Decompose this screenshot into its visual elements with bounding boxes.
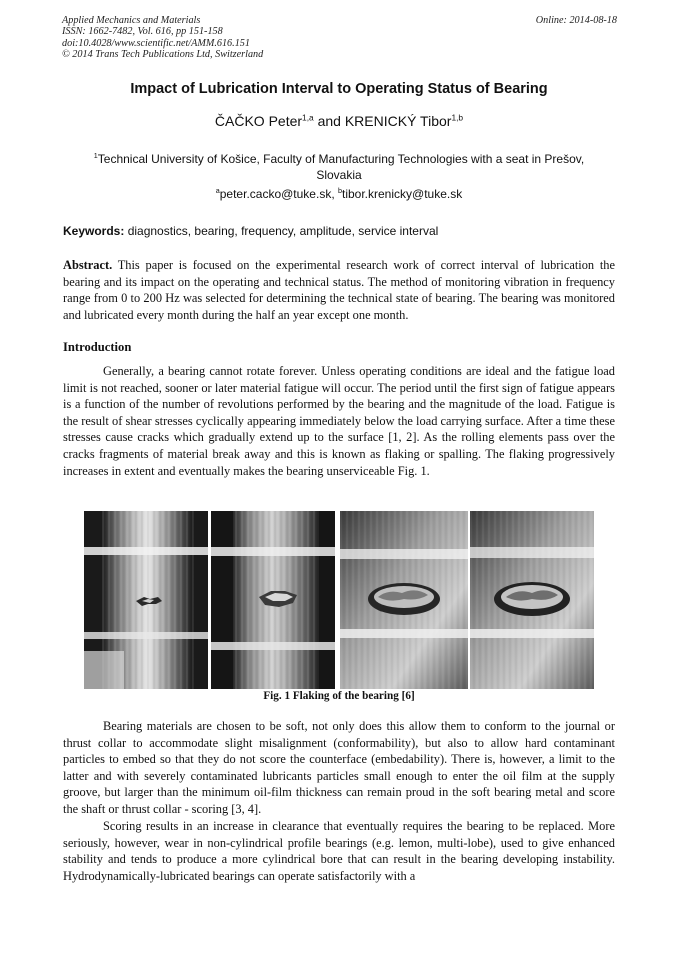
figure-panel-4 — [470, 511, 594, 689]
email-a[interactable]: peter.cacko@tuke.sk, — [219, 187, 338, 201]
keywords — [63, 224, 615, 238]
figure-panel-1 — [84, 511, 208, 689]
figure-1 — [84, 511, 594, 689]
figure-panel-2 — [211, 511, 335, 689]
issn-line: ISSN: 1662-7482, Vol. 616, pp 151-158 — [62, 26, 223, 38]
journal-header — [62, 15, 617, 60]
paragraph-2: Bearing materials are chosen to be soft, not only does this allow them to conform to the journal or thrust collar to accommodate slight misalignment (conformability), but also to allow hard contaminant particles to embed so that they do not score the counterface (embedability). There is, however, a limit to the latter and with severely contaminated lubricants particles small enough to enter the oil film at the supply groove, but larger than the minimum oil-film thickness can remain proud in the soft bearing metal and score the shaft or thrust collar - scoring [3, 4]. — [63, 719, 615, 816]
author-1: ČAČKO Peter — [214, 113, 303, 129]
copyright-line: © 2014 Trans Tech Publications Ltd, Switzerland — [62, 48, 264, 60]
abstract-text: This paper is focused on the experimental research work of correct interval of lubrication the bearing and its impact on the operating and technical status. The method of monitoring vibration in frequency range from 0 to 200 Hz was selected for determining the technical state of bearing. The bearing was monitored and lubricated every month during the half an year except one month. — [63, 258, 615, 322]
affiliation-mark: 1 — [93, 151, 98, 160]
email-a-mark: a — [215, 186, 220, 195]
keywords-text: diagnostics, bearing, frequency, amplitude, service interval — [124, 224, 439, 238]
journal-name: Applied Mechanics and Materials — [62, 15, 201, 26]
author-line — [0, 113, 678, 129]
figure-1-caption: Fig. 1 Flaking of the bearing [6] — [263, 690, 415, 702]
keywords-label: Keywords: — [63, 224, 125, 238]
section-heading-introduction: Introduction — [63, 340, 132, 354]
paragraph-1: Generally, a bearing cannot rotate forever. Unless operating conditions are ideal and the fatigue load limit is not reached, sooner or later material fatigue will occur. The period until the first sign of fatigue appears is a function of the number of revolutions performed by the bearing and the magnitude of the load. Fatigue is the result of shear stresses cyclically appearing immediately below the load carrying surface. After a time these stresses cause cracks which gradually extend up to the surface [1, 2]. As the rolling elements pass over the cracks fragments of material break away and this is known as flaking or spalling. The flaking progressively increases in extent and eventually makes the bearing unserviceable Fig. 1. — [63, 364, 615, 478]
email-b[interactable]: tibor.krenicky@tuke.sk — [342, 187, 463, 201]
paragraph-3: Scoring results in an increase in clearance that eventually requires the bearing to be replaced. More seriously, however, wear in non-cylindrical profile bearings (e.g. lemon, multi-lobe), used to give enhanced stability and tends to produce a more cylindrical bore that can result in the bearing developing instability. Hydrodynamically-lubricated bearings can operate satisfactorily with a — [63, 819, 615, 883]
affiliation-text: Technical University of Košice, Faculty of Manufacturing Technologies with a seat in Prešov, Slovakia — [97, 152, 585, 182]
email-line — [0, 187, 678, 201]
online-date: Online: 2014-08-18 — [535, 15, 617, 26]
abstract-label: Abstract. — [63, 258, 113, 272]
affiliation — [70, 151, 608, 183]
abstract — [63, 257, 615, 323]
author-1-affil-mark: 1,a — [302, 112, 314, 123]
author-2: KRENICKÝ Tibor — [344, 113, 452, 129]
paper-title: Impact of Lubrication Interval to Operating Status of Bearing — [130, 81, 548, 97]
figure-panel-3 — [340, 511, 468, 689]
author-2-affil-mark: 1,b — [451, 112, 464, 123]
email-b-mark: b — [338, 186, 342, 195]
author-conjunction: and — [313, 113, 345, 129]
doi-line[interactable]: doi:10.4028/www.scientific.net/AMM.616.151 — [62, 37, 250, 49]
